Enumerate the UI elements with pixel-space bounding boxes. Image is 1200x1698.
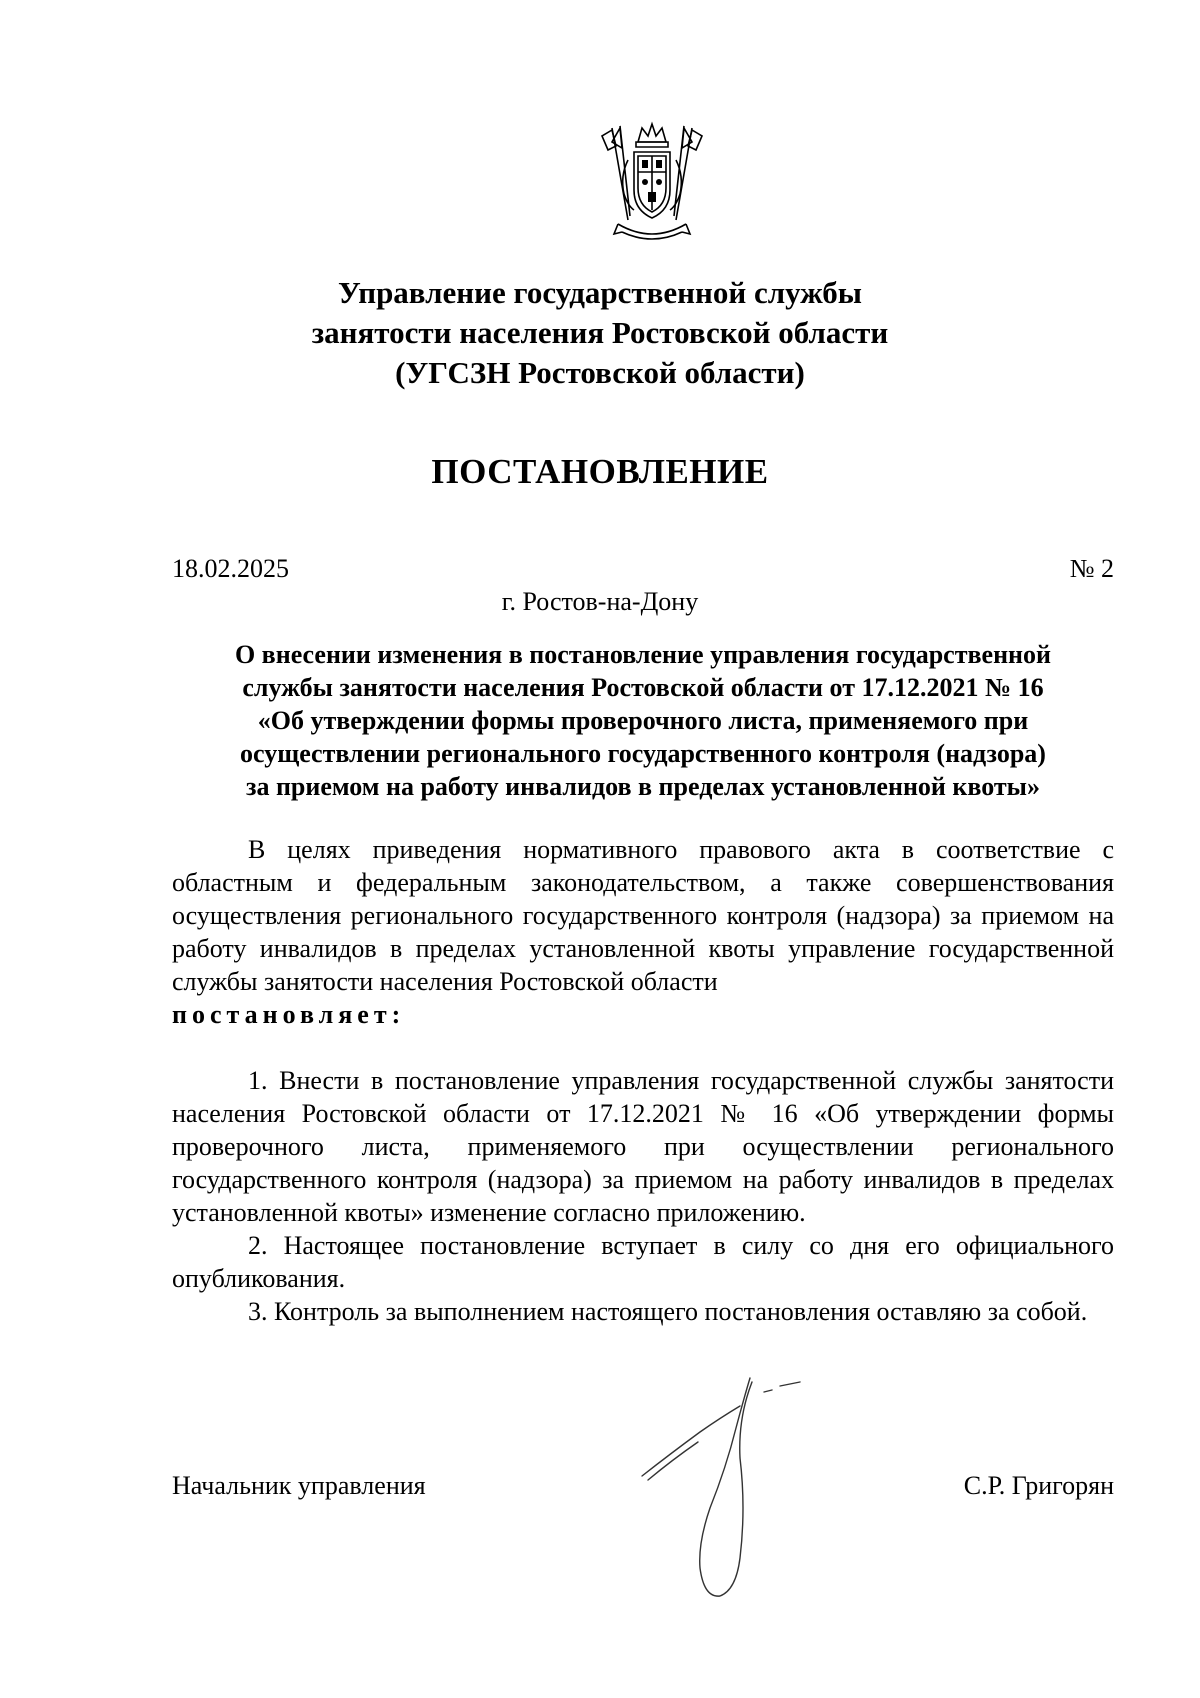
subject-line-4: осуществлении регионального государственного контроля (надзора) <box>240 739 1046 768</box>
coat-of-arms-icon <box>598 120 706 244</box>
document-city: г. Ростов-на-Дону <box>501 587 699 616</box>
organization-name-line-1: Управление государственной службы <box>338 275 862 310</box>
signatory-name: С.Р. Григорян <box>963 1471 1114 1500</box>
handwritten-signature <box>640 1368 870 1603</box>
subject-line-5: за приемом на работу инвалидов в пределах установленной квоты» <box>246 772 1040 801</box>
organization-name <box>200 273 1000 393</box>
document-type-title: ПОСТАНОВЛЕНИЕ <box>431 452 769 491</box>
organization-name-line-2: занятости населения Ростовской области <box>311 315 889 350</box>
document-subject <box>172 638 1114 803</box>
item-3-paragraph: 3. Контроль за выполнением настоящего постановления оставляю за собой. <box>248 1297 1088 1326</box>
organization-name-line-3: (УГСЗН Ростовской области) <box>395 355 805 390</box>
item-2-paragraph: 2. Настоящее постановление вступает в силу со дня его официального опубликования. <box>172 1231 1114 1293</box>
document-number: № 2 <box>1069 554 1114 583</box>
resolves-word: постановляет: <box>172 1000 406 1029</box>
preamble-paragraph: В целях приведения нормативного правового акта в соответствие с областным и федеральным законодательством, а также совершенствования осуществления регионального государственного контроля (надзора) за приемом на работу инвалидов в пределах установленной квоты управление государственной службы занятости населения Ростовской области <box>172 835 1114 996</box>
item-1-paragraph: 1. Внести в постановление управления государственной службы занятости населения Ростовской области от 17.12.2021 № 16 «Об утверждении формы проверочного листа, применяемого при осуществлении регионального государственного контроля (надзора) за приемом на работу инвалидов в пределах установленной квоты» изменение согласно приложению. <box>172 1066 1114 1227</box>
subject-line-3: «Об утверждении формы проверочного листа, применяемого при <box>257 706 1029 735</box>
signatory-title: Начальник управления <box>172 1471 426 1500</box>
document-date: 18.02.2025 <box>172 554 289 583</box>
subject-line-2: службы занятости населения Ростовской области от 17.12.2021 № 16 <box>242 673 1044 702</box>
document-body <box>172 833 1114 1328</box>
subject-line-1: О внесении изменения в постановление управления государственной <box>234 640 1052 669</box>
